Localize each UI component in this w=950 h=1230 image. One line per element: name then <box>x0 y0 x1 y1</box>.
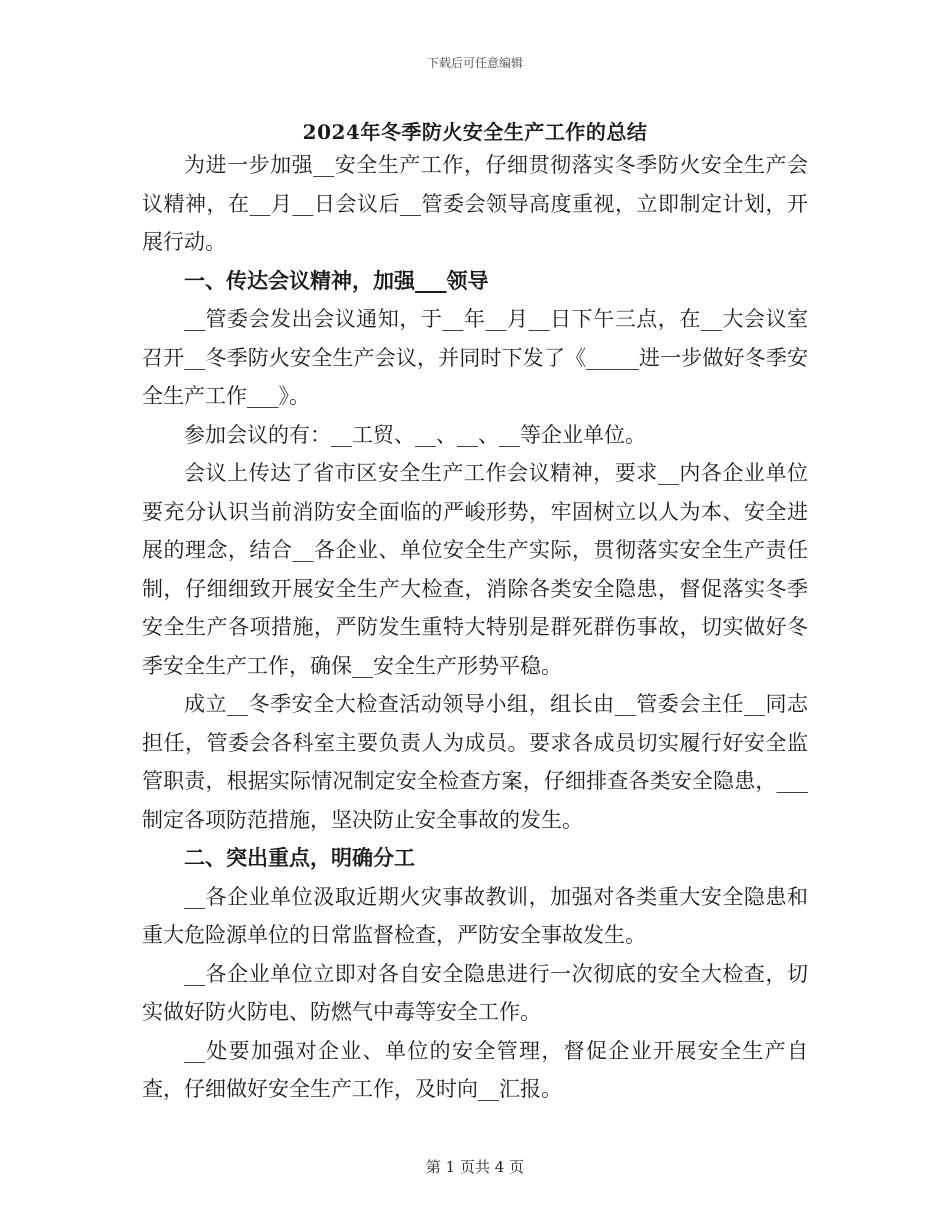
document-body <box>142 146 808 1109</box>
section-heading-2: 二、突出重点，明确分工 <box>184 846 415 870</box>
paragraph: __管委会发出会议通知，于__年__月__日下午三点，在__大会议室召开__冬季防火安全生产会议，并同时下发了《_____进一步做好冬季安全生产工作___》。 <box>142 307 808 408</box>
page-number-footer: 第 1 页共 4 页 <box>425 1158 525 1176</box>
paragraph: 参加会议的有：__工贸、__、__、__等企业单位。 <box>184 422 646 447</box>
paragraph: 成立__冬季安全大检查活动领导小组，组长由__管委会主任__同志担任，管委会各科室主要负责人为成员。要求各成员切实履行好安全监管职责，根据实际情况制定安全检查方案，仔细排查各类安全隐患，___制定各项防范措施，坚决防止安全事故的发生。 <box>142 692 808 832</box>
header-note: 下载后可任意编辑 <box>426 56 523 70</box>
paragraph: __各企业单位立即对各自安全隐患进行一次彻底的安全大检查，切实做好防火防电、防燃气中毒等安全工作。 <box>142 961 808 1024</box>
paragraph: 会议上传达了省市区安全生产工作会议精神，要求__内各企业单位要充分认识当前消防安全面临的严峻形势，牢固树立以人为本、安全进展的理念，结合__各企业、单位安全生产实际，贯彻落实安全生产责任制，仔细细致开展安全生产大检查，消除各类安全隐患，督促落实冬季安全生产各项措施，严防发生重特大特别是群死群伤事故，切实做好冬季安全生产工作，确保__安全生产形势平稳。 <box>142 461 808 678</box>
document-title: 2024年冬季防火安全生产工作的总结 <box>302 120 648 144</box>
paragraph: __各企业单位汲取近期火灾事故教训，加强对各类重大安全隐患和重大危险源单位的日常监督检查，严防安全事故发生。 <box>142 884 808 947</box>
paragraph: __处要加强对企业、单位的安全管理，督促企业开展安全生产自查，仔细做好安全生产工作，及时向__汇报。 <box>142 1038 808 1101</box>
section-heading-1: 一、传达会议精神，加强___领导 <box>184 268 489 293</box>
paragraph-intro: 为进一步加强__安全生产工作，仔细贯彻落实冬季防火安全生产会议精神，在__月__日会议后__管委会领导高度重视，立即制定计划，开展行动。 <box>142 153 808 254</box>
